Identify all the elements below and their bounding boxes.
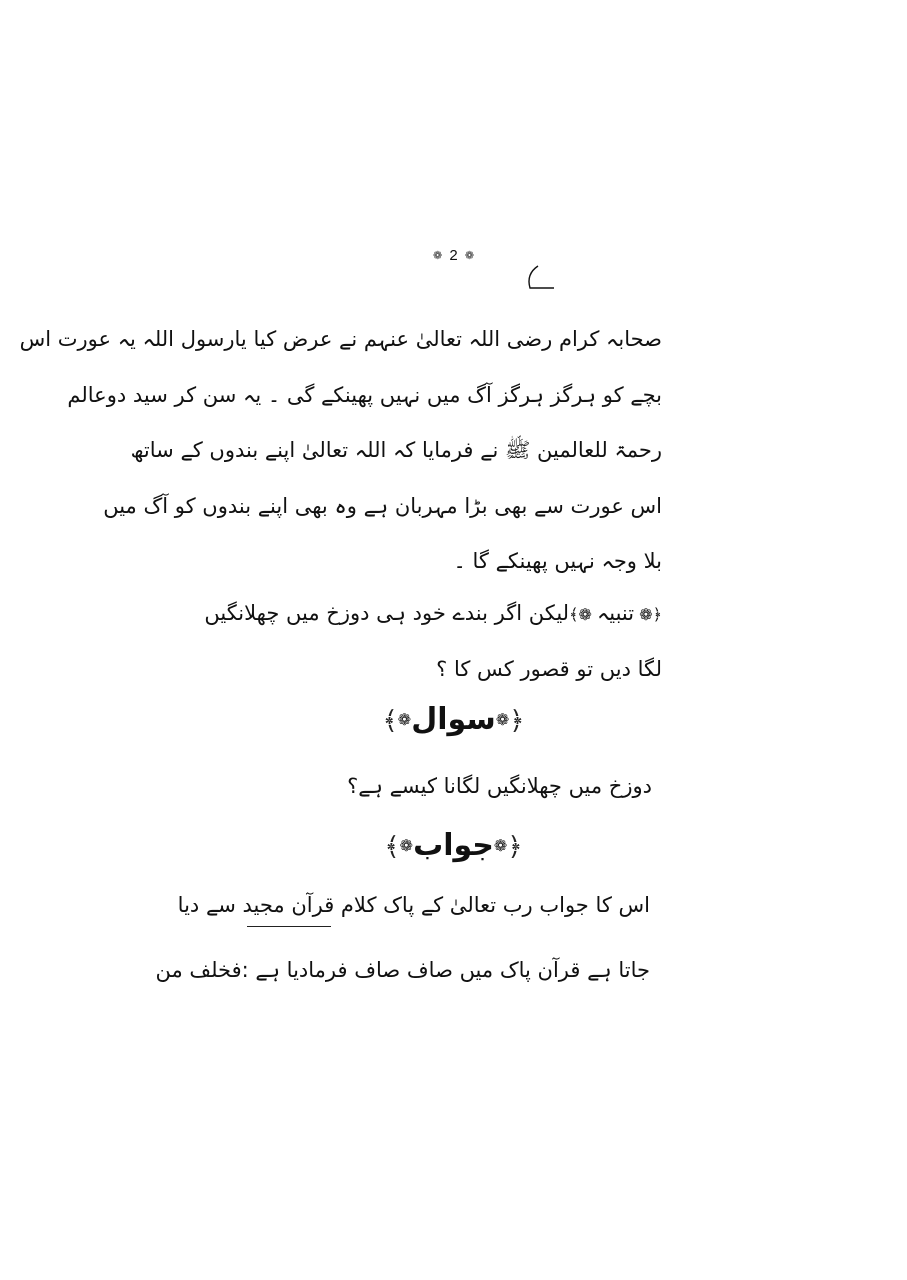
paragraph-1-line-3: رحمۃ للعالمین ﷺ نے فرمایا کہ اللہ تعالیٰ اپنے بندوں کے ساتھ: [130, 438, 662, 462]
tanbeeh-line-1: [204, 586, 662, 642]
tanbeeh-open-ornament-icon: ﴿❁: [634, 605, 662, 624]
tanbeeh-label: تنبیہ: [596, 601, 635, 625]
sawal-heading: [0, 700, 907, 741]
crescent-mark-icon: [524, 264, 554, 292]
jawab-right-flower-icon: ❁: [493, 836, 508, 855]
paragraph-1-line-4: اس عورت سے بھی بڑا مہربان ہے وہ بھی اپنے بندوں کو آگ میں: [103, 493, 662, 518]
jawab-paragraph: [155, 873, 650, 1003]
page-number: [0, 246, 907, 266]
sawal-open-bracket-icon: ﴿: [509, 706, 525, 736]
jawab-close-bracket-icon: ﴾: [384, 832, 400, 862]
sawal-right-flower-icon: ❁: [495, 710, 510, 729]
sawal-close-bracket-icon: ﴾: [382, 706, 398, 736]
paragraph-1-line-1: صحابہ کرام رضی اللہ تعالیٰ عنہم نے عرض کیا یارسول اللہ یہ عورت اس: [19, 327, 662, 351]
tanbeeh-line-1-text: لیکن اگر بندے خود ہی دوزخ میں چھلانگیں: [204, 601, 570, 625]
jawab-open-bracket-icon: ﴿: [507, 832, 523, 862]
jawab-heading: [0, 826, 907, 867]
sawal-heading-text: سوال: [411, 702, 496, 737]
tanbeeh-line-2: لگا دیں تو قصور کس کا ؟: [436, 657, 662, 681]
paragraph-1: [19, 312, 662, 590]
jawab-left-flower-icon: ❁: [399, 836, 414, 855]
tanbeeh-close-ornament-icon: ❁﴾: [569, 605, 597, 624]
jawab-heading-text: جواب: [413, 828, 494, 863]
underline-rule: [247, 926, 331, 927]
jawab-line-2: جاتا ہے قرآن پاک میں صاف صاف فرمادیا ہے :فخلف من: [155, 958, 650, 982]
right-ornament-icon: ❁: [464, 250, 475, 262]
sawal-text-line: دوزخ میں چھلانگیں لگانا کیسے ہے؟: [347, 774, 652, 798]
paragraph-1-line-2: بچے کو ہرگز ہرگز آگ میں نہیں پھینکے گی ۔ یہ سن کر سید دوعالم: [67, 382, 662, 407]
page-number-value: 2: [449, 247, 458, 264]
sawal-left-flower-icon: ❁: [397, 710, 412, 729]
jawab-line-1: اس کا جواب رب تعالیٰ کے پاک کلام قرآن مجید سے دیا: [177, 893, 650, 917]
sawal-text: [252, 771, 652, 801]
left-ornament-icon: ❁: [432, 250, 443, 262]
tanbeeh-paragraph: [204, 586, 662, 697]
paragraph-1-line-5: بلا وجہ نہیں پھینکے گا ۔: [453, 549, 662, 573]
